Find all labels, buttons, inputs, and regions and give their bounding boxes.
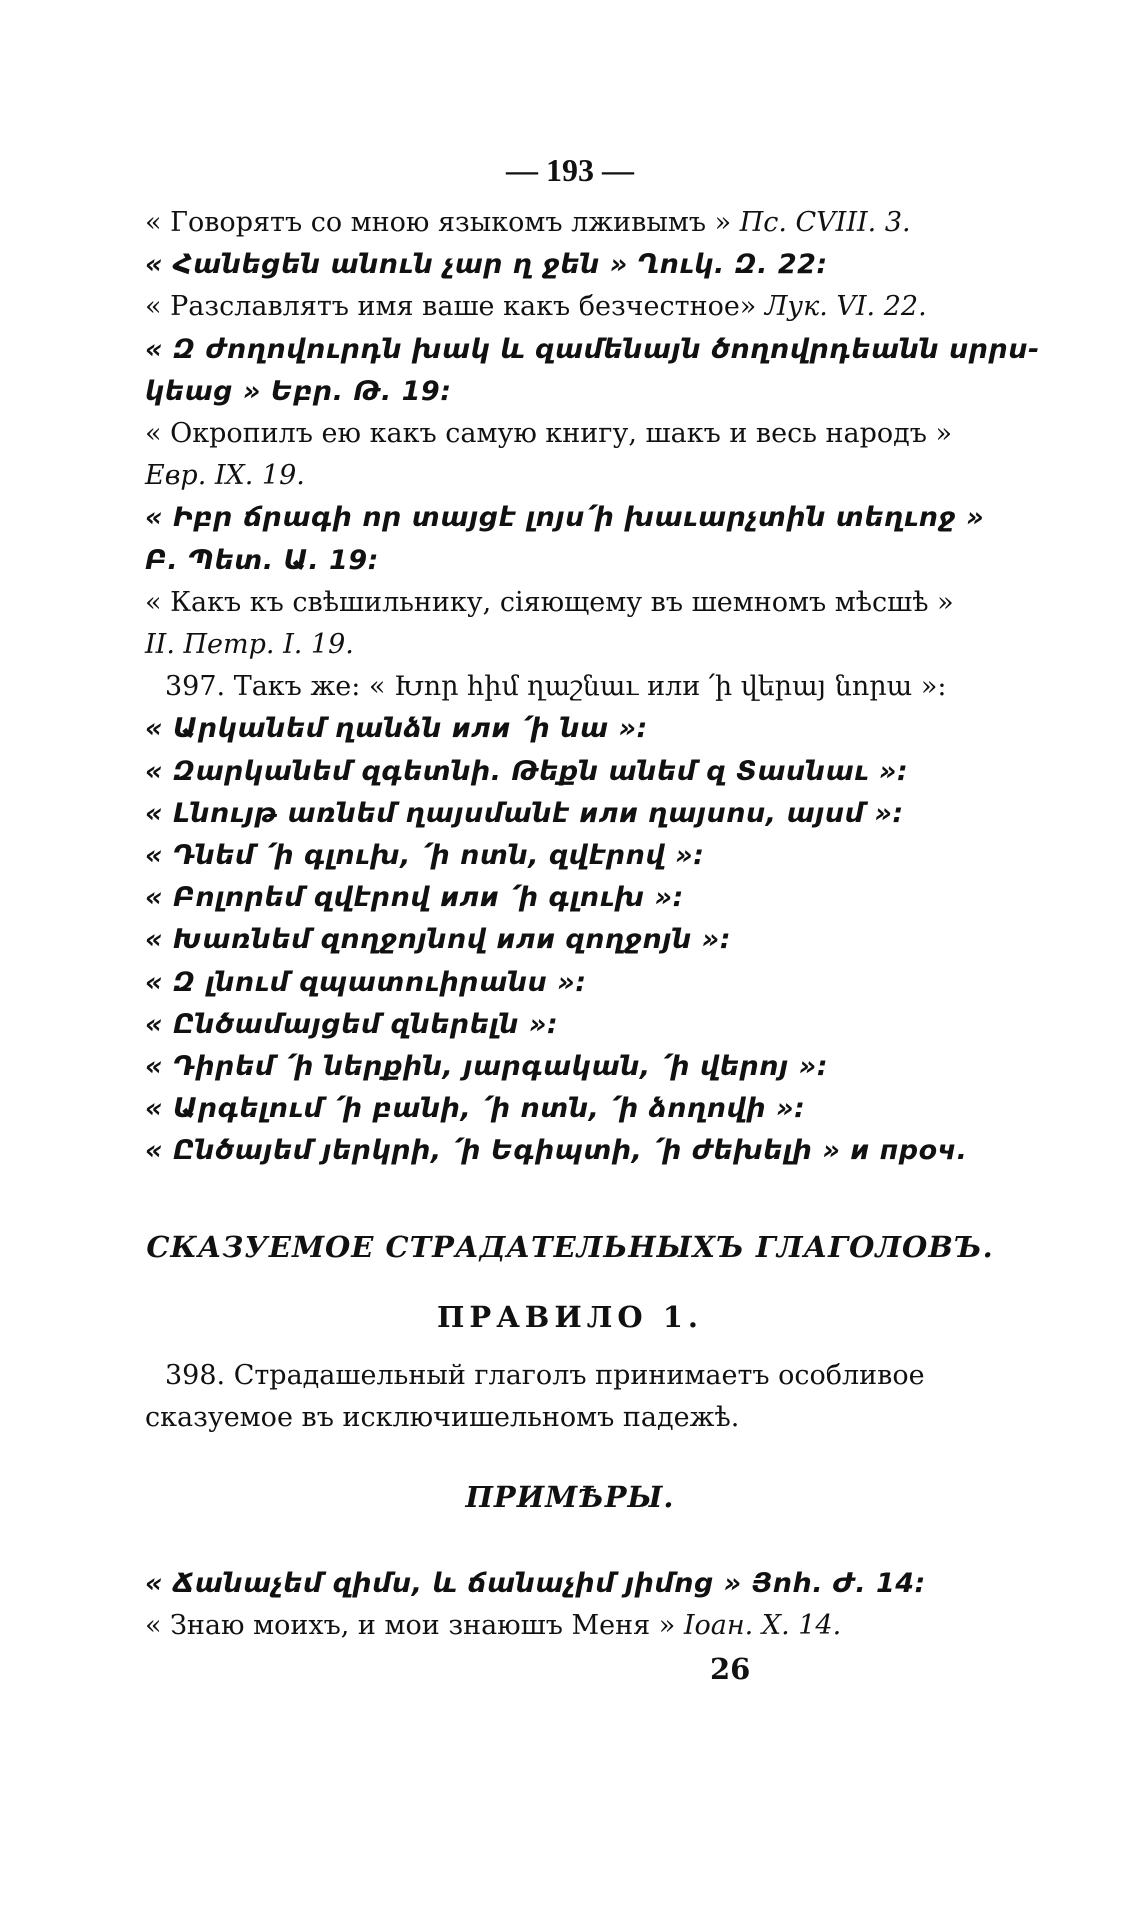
example-armenian: « Ճանաչեմ զիմս, և ճանաչիմ յիմոց » Յոհ. Ժ. 14: bbox=[145, 1568, 926, 1599]
line-text: « Окропилъ ею какъ самую книгу, шакъ и весь народъ » bbox=[145, 418, 953, 449]
text-line bbox=[145, 416, 953, 452]
line-text: « Զարկանեմ զգետնի. Թեքն անեմ զ Տասնաւ »: bbox=[145, 756, 909, 787]
text-line bbox=[145, 458, 925, 494]
text-line bbox=[145, 247, 925, 283]
line-text: « Արկանեմ ղանձն или ՛ի նա »: bbox=[145, 713, 648, 744]
section-heading: СКАЗУЕМОЕ СТРАДАТЕЛЬНЫХЪ ГЛАГОЛОВЪ. bbox=[146, 1230, 994, 1264]
line-text: « Արգելում ՛ի բանի, ՛ի ոտն, ՛ի ձողովի »: bbox=[145, 1093, 806, 1124]
text-line bbox=[145, 1133, 968, 1169]
line-text: « Բոլորեմ զվէրով или ՛ի գլուխ »: bbox=[145, 882, 684, 913]
text-line bbox=[145, 585, 954, 621]
text-line bbox=[145, 754, 925, 790]
text-line bbox=[145, 880, 925, 916]
line-text: Բ. Պետ. Ա. 19: bbox=[145, 545, 379, 576]
example-reference: Іоан. X. 14. bbox=[683, 1610, 842, 1641]
line-text: « Զ լնում զպատուիրանս »: bbox=[145, 967, 587, 998]
text-line bbox=[145, 1007, 925, 1043]
text-line bbox=[145, 543, 925, 579]
text-line bbox=[145, 500, 985, 536]
example-russian bbox=[145, 1608, 925, 1644]
text-line bbox=[165, 669, 945, 705]
line-text: « Какъ къ свѣшильнику, сіяющему въ шемномъ мѣсшѣ » bbox=[145, 587, 954, 618]
signature-mark: 26 bbox=[710, 1652, 751, 1686]
line-reference: Евр. IX. 19. bbox=[145, 460, 305, 491]
text-line bbox=[145, 205, 925, 241]
line-text: « Զ ժողովուրդն խակ և զամենայն ծողովրդեանն սրրս- bbox=[145, 334, 1040, 365]
text-line bbox=[145, 627, 925, 663]
text-line bbox=[145, 289, 925, 325]
line-text: « Ընծամայցեմ զներելն »: bbox=[145, 1009, 559, 1040]
text-line bbox=[145, 374, 925, 410]
text-line bbox=[145, 1049, 925, 1085]
rule-text-line-1: 398. Страдашельный глаголъ принимаетъ особливое bbox=[165, 1360, 925, 1391]
line-text: « Դիրեմ ՛ի ներքին, յարգական, ՛ի վերոյ »: bbox=[145, 1051, 829, 1082]
line-text: կեաց » Եբր. Թ. 19: bbox=[145, 376, 452, 407]
text-line bbox=[145, 332, 1040, 368]
line-reference: Лук. VI. 22. bbox=[764, 291, 927, 322]
line-text: 397. Такъ же: « Խոր հիմ ղաշնաւ или ՛ի վերայ նորա »: bbox=[165, 671, 947, 702]
text-line bbox=[145, 1091, 925, 1127]
line-text: « Դնեմ ՛ի գլուխ, ՛ի ոտն, զվէրով »: bbox=[145, 840, 705, 871]
text-line bbox=[145, 965, 925, 1001]
rule-text-line-2: сказуемое въ исключишельномъ падежѣ. bbox=[145, 1402, 740, 1433]
line-reference: II. Петр. I. 19. bbox=[145, 629, 354, 660]
line-text: « Ընծայեմ յերկրի, ՛ի Եգիպտի, ՛ի ժեխելի » и проч. bbox=[145, 1135, 968, 1166]
examples-heading: ПРИМѢРЫ. bbox=[465, 1480, 675, 1514]
line-text: « Հանեցեն անուն չար ղ ջեն » Ղուկ. Զ. 22: bbox=[145, 249, 828, 280]
line-text: « Խառնեմ զողջոյնով или զողջոյն »: bbox=[145, 924, 731, 955]
rule-heading: ПРАВИЛО 1. bbox=[437, 1300, 703, 1334]
line-text: « Разславлятъ имя ваше какъ безчестное» bbox=[145, 291, 765, 322]
line-text: « Իբր ճրագի որ տայցէ լոյս՛ի խաւարչտին տեղւոջ » bbox=[145, 502, 985, 533]
page-number: — 193 — bbox=[506, 152, 634, 188]
text-line bbox=[145, 922, 925, 958]
line-text: « Говорятъ со мною языкомъ лживымъ » bbox=[145, 207, 740, 238]
line-reference: Пс. CVIII. 3. bbox=[739, 207, 911, 238]
text-line bbox=[145, 838, 925, 874]
text-line bbox=[145, 796, 925, 832]
line-text: « Լնույթ առնեմ ղայսմանէ или ղայսոս, այսմ »: bbox=[145, 798, 904, 829]
example-russian-text: « Знаю моихъ, и мои знаюшъ Меня » bbox=[145, 1610, 684, 1641]
text-line bbox=[145, 711, 925, 747]
